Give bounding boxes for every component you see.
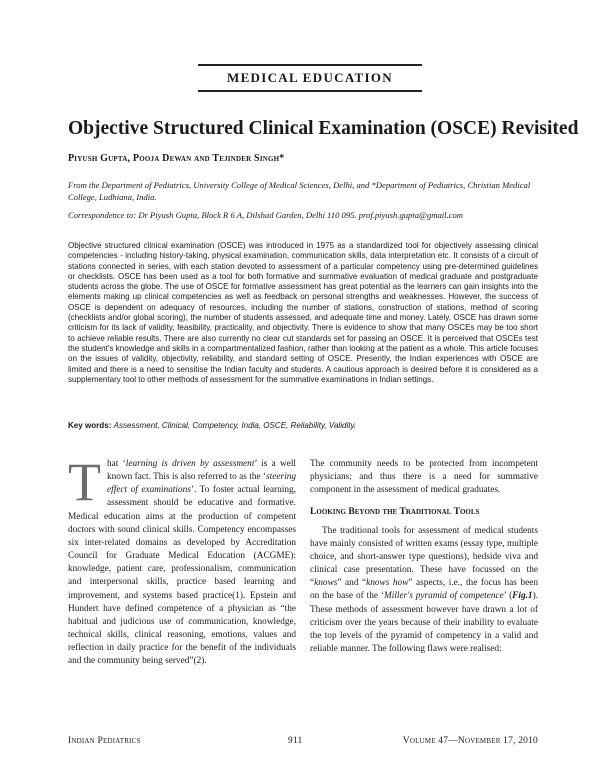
body-column-left <box>68 452 296 669</box>
paragraph-community: The community needs to be protected from incompetent physicians; and thus there is a need for summative component in the assessment of medical graduates. <box>310 459 538 496</box>
section-heading: Looking Beyond the Traditional Tools <box>310 506 480 518</box>
article-title: Objective Structured Clinical Examination (OSCE) Revisited <box>68 118 579 139</box>
intro-text-2: ’ is a well known fact. This is also referred to as the ‘ <box>107 459 296 483</box>
tools-emphasis-millers: Miller's pyramid of competence <box>384 591 504 602</box>
intro-text-3: ’. To foster actual learning, assessment should be educative and formative. Medical education aims at the production of competent doctors with sound clinical skills. Competency encompasses six inter-related domains as developed by Accreditation Council for Graduate Medical Education (ACGME): knowledge, patient care, professionalism, communication and interpersonal skills, practice based learning and improvement, and systems based practice(1). Epstein and Hundert have defined competence of a physician as “the habitual and judicious use of communication, knowledge, technical skills, clinical reasoning, emotions, values and reflection in daily practice for the benefit of the individuals and the community being served”(2). <box>68 485 296 667</box>
intro-paragraph <box>68 452 296 669</box>
intro-emphasis-1: learning is driven by assessment <box>125 459 255 469</box>
correspondence: Correspondence to: Dr Piyush Gupta, Block R 6 A, Dilshad Garden, Delhi 110 095. prof.piyush.gupta@gmail.com <box>68 210 463 220</box>
footer-volume: Volume 47—November 17, 2010 <box>402 736 538 746</box>
section-label <box>198 64 422 92</box>
intro-emphasis-2: steering effect of examinations <box>107 472 296 496</box>
affiliation: From the Department of Pediatrics, University College of Medical Sciences, Delhi, and *Department of Pediatrics, Christian Medical College, Ludhiana, India. <box>68 180 531 203</box>
figure-reference-link[interactable]: Fig.1 <box>512 591 533 602</box>
tools-text-3: ” aspects, i.e., the focus has been on the base of the ‘ <box>310 578 538 602</box>
drop-cap: T <box>68 452 101 512</box>
tools-text-1: The traditional tools for assessment of medical students have mainly consisted of written exams (essay type, multiple choice, and short-answer type questions), bedside viva and clinical case presentation. These have focussed on the “ <box>310 525 538 589</box>
paragraph-traditional-tools <box>310 525 538 657</box>
intro-text-1: hat ‘ <box>107 459 126 469</box>
tools-emphasis-knows-how: knows how <box>366 578 409 589</box>
section-label-text: MEDICAL EDUCATION <box>227 70 393 85</box>
abstract: Objective structured clinical examination (OSCE) was introduced in 1975 as a standardized tool for objectively assessing clinical competencies - including history-taking, physical examination, communication skills, data interpretation etc. It consists of a circuit of stations connected in series, with each station devoted to assessment of a particular competency using pre-determined guidelines or checklists. OSCE has been used as a tool for both formative and summative evaluation of medical graduate and postgraduate students across the globe. The use of OSCE for formative assessment has great potential as the learners can gain insights into the elements making up clinical competencies as well as feedback on personal strengths and weaknesses. However, the success of OSCE is dependent on adequacy of resources, including the number of stations, construction of stations, method of scoring (checklists and/or global scoring), the number of students assessed, and adequate time and money. Lately, OSCE has drawn some criticism for its lack of validity, feasibility, practicality, and objectivity. There is evidence to show that many OSCEs may be too short to achieve reliable results. There are also currently no clear cut standards set for passing an OSCE. It is perceived that OSCEs test the student's knowledge and skills in a compartmentalized fashion, rather than looking at the patient as a whole. This article focuses on the issues of validity, objectivity, reliability, and standard setting of OSCE. Presently, the Indian experiences with OSCE are limited and there is a need to sensitise the Indian faculty and students. A cautious approach is desired before it is considered as a supplementary tool to other methods of assessment for the summative examinations in Indian settings. <box>68 241 538 384</box>
keywords-label: Key words: <box>68 421 112 430</box>
footer-journal: Indian Pediatrics <box>68 736 141 746</box>
keywords <box>68 421 538 430</box>
tools-text-2: ” and “ <box>337 578 367 589</box>
footer-page-number: 911 <box>288 736 303 746</box>
tools-emphasis-knows: knows <box>314 578 338 589</box>
body-column-right <box>310 458 538 656</box>
tools-text-4: ’ ( <box>503 591 513 602</box>
tools-text-5: ). These methods of assessment however have drawn a lot of criticism over the years because of their inability to evaluate the top levels of the pyramid of competency in a valid and reliable manner. The following flaws were realised: <box>310 591 538 655</box>
authors: Piyush Gupta, Pooja Dewan and Tejinder Singh* <box>68 153 285 164</box>
keywords-list: Assessment, Clinical, Competency, India, OSCE, Reliability, Validity. <box>113 421 357 430</box>
